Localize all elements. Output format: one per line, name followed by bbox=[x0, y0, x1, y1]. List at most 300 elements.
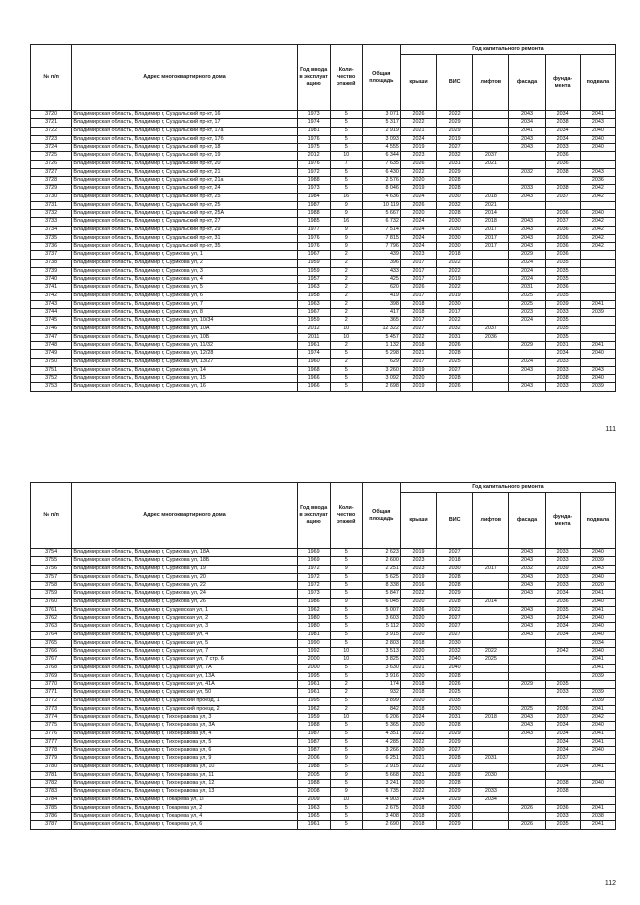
cell-address: Владимирская область, Владимир г, Сурикова ул, 16 bbox=[72, 383, 297, 391]
cell-lift bbox=[473, 317, 509, 325]
cell-basement bbox=[580, 160, 615, 168]
cell-facade bbox=[509, 656, 545, 664]
cell-foundation: 2036 bbox=[545, 152, 580, 160]
cell-area: 2 915 bbox=[362, 763, 400, 771]
cell-basement: 2041 bbox=[580, 664, 615, 672]
cell-address: Владимирская область, Владимир г, Сурикова ул, 15 bbox=[72, 375, 297, 383]
cell-facade bbox=[509, 664, 545, 672]
cell-floors: 5 bbox=[330, 177, 362, 185]
cell-floors: 9 bbox=[330, 788, 362, 796]
cell-floors: 7 bbox=[330, 160, 362, 168]
cell-num: 3726 bbox=[31, 160, 72, 168]
cell-address: Владимирская область, Владимир г, Суздевская ул, 41А bbox=[72, 681, 297, 689]
cell-roof: 2018 bbox=[400, 309, 436, 317]
cell-facade bbox=[509, 788, 545, 796]
cell-area: 7 514 bbox=[362, 226, 400, 234]
cell-area: 1 132 bbox=[362, 342, 400, 350]
table-row bbox=[31, 350, 616, 358]
cell-area: 5 365 bbox=[362, 722, 400, 730]
cell-num: 3723 bbox=[31, 135, 72, 143]
cell-roof: 2017 bbox=[400, 292, 436, 300]
cell-basement: 2040 bbox=[580, 549, 615, 557]
cell-roof: 2020 bbox=[400, 210, 436, 218]
cell-year: 2009 bbox=[297, 796, 330, 804]
cell-area: 3 603 bbox=[362, 615, 400, 623]
page-number: 112 bbox=[604, 880, 616, 887]
cell-lift: 2033 bbox=[473, 788, 509, 796]
cell-address: Владимирская область, Владимир г, Сурикова ул, 18Б bbox=[72, 557, 297, 565]
cell-roof: 2019 bbox=[400, 366, 436, 374]
table-row bbox=[31, 292, 616, 300]
cell-roof: 2021 bbox=[400, 755, 436, 763]
cell-address: Владимирская область, Владимир г, Тихонравова ул, 11 bbox=[72, 771, 297, 779]
cell-address: Владимирская область, Владимир г, Суздевский проезд, 1 bbox=[72, 697, 297, 705]
cell-basement: 2041 bbox=[580, 342, 615, 350]
cell-foundation: 2038 bbox=[545, 375, 580, 383]
cell-year: 1988 bbox=[297, 780, 330, 788]
cell-area: 5 298 bbox=[362, 350, 400, 358]
cell-vis: 2027 bbox=[437, 623, 473, 631]
cell-address: Владимирская область, Владимир г, Сурикова ул, 22 bbox=[72, 582, 297, 590]
cell-year: 2012 bbox=[297, 152, 330, 160]
header-area: Общая площадь bbox=[362, 483, 400, 549]
cell-num: 3734 bbox=[31, 226, 72, 234]
cell-year: 1988 bbox=[297, 177, 330, 185]
cell-roof: 2022 bbox=[400, 738, 436, 746]
table-row bbox=[31, 664, 616, 672]
cell-floors: 10 bbox=[330, 648, 362, 656]
cell-facade: 2043 bbox=[509, 226, 545, 234]
cell-floors: 5 bbox=[330, 821, 362, 829]
cell-basement: 2039 bbox=[580, 672, 615, 680]
cell-year: 1980 bbox=[297, 623, 330, 631]
cell-vis: 2018 bbox=[437, 251, 473, 259]
cell-floors: 2 bbox=[330, 317, 362, 325]
cell-address: Владимирская область, Владимир г, Сурикова ул, 20 bbox=[72, 573, 297, 581]
cell-roof: 2020 bbox=[400, 598, 436, 606]
cell-floors: 5 bbox=[330, 738, 362, 746]
cell-year: 1976 bbox=[297, 243, 330, 251]
cell-year: 1959 bbox=[297, 267, 330, 275]
cell-vis: 2028 bbox=[437, 771, 473, 779]
cell-floors: 16 bbox=[330, 218, 362, 226]
table-row bbox=[31, 259, 616, 267]
cell-address: Владимирская область, Владимир г, Суздевская ул, 7 стр. 6 bbox=[72, 656, 297, 664]
cell-vis: 2040 bbox=[437, 656, 473, 664]
cell-lift bbox=[473, 284, 509, 292]
cell-vis: 2019 bbox=[437, 292, 473, 300]
cell-address: Владимирская область, Владимир г, Суздевская ул, 5 bbox=[72, 639, 297, 647]
cell-roof: 2024 bbox=[400, 796, 436, 804]
cell-foundation bbox=[545, 177, 580, 185]
cell-lift: 2030 bbox=[473, 771, 509, 779]
cell-year: 1981 bbox=[297, 631, 330, 639]
cell-facade bbox=[509, 177, 545, 185]
cell-year: 2000 bbox=[297, 664, 330, 672]
cell-area: 5 317 bbox=[362, 119, 400, 127]
cell-vis: 2025 bbox=[437, 689, 473, 697]
cell-vis: 2029 bbox=[437, 788, 473, 796]
cell-num: 3737 bbox=[31, 251, 72, 259]
cell-lift: 2021 bbox=[473, 160, 509, 168]
cell-floors: 5 bbox=[330, 780, 362, 788]
cell-basement: 2041 bbox=[580, 111, 615, 119]
cell-year: 1959 bbox=[297, 317, 330, 325]
cell-address: Владимирская область, Владимир г, Сурикова ул, 13/27 bbox=[72, 358, 297, 366]
cell-basement bbox=[580, 251, 615, 259]
cell-floors: 9 bbox=[330, 201, 362, 209]
cell-lift bbox=[473, 763, 509, 771]
cell-address: Владимирская область, Владимир г, Сурикова ул, 8 bbox=[72, 309, 297, 317]
cell-num: 3742 bbox=[31, 292, 72, 300]
cell-num: 3767 bbox=[31, 656, 72, 664]
cell-basement: 2040 bbox=[580, 648, 615, 656]
cell-facade: 2024 bbox=[509, 267, 545, 275]
cell-vis: 2030 bbox=[437, 705, 473, 713]
cell-vis: 2029 bbox=[437, 168, 473, 176]
cell-area: 174 bbox=[362, 681, 400, 689]
table-row bbox=[31, 714, 616, 722]
cell-foundation: 2036 bbox=[545, 160, 580, 168]
cell-floors: 5 bbox=[330, 813, 362, 821]
cell-roof: 2026 bbox=[400, 606, 436, 614]
cell-vis: 2022 bbox=[437, 267, 473, 275]
table-row bbox=[31, 119, 616, 127]
cell-facade: 2023 bbox=[509, 309, 545, 317]
cell-lift bbox=[473, 259, 509, 267]
cell-num: 3755 bbox=[31, 557, 72, 565]
cell-basement: 2040 bbox=[580, 615, 615, 623]
cell-foundation bbox=[545, 201, 580, 209]
cell-facade bbox=[509, 375, 545, 383]
cell-vis: 2032 bbox=[437, 325, 473, 333]
table-row bbox=[31, 730, 616, 738]
cell-lift bbox=[473, 697, 509, 705]
cell-year: 1985 bbox=[297, 218, 330, 226]
cell-basement bbox=[580, 771, 615, 779]
cell-roof: 2019 bbox=[400, 383, 436, 391]
cell-facade bbox=[509, 350, 545, 358]
cell-year: 1963 bbox=[297, 804, 330, 812]
cell-lift bbox=[473, 730, 509, 738]
header-facade: фасада bbox=[509, 55, 545, 111]
cell-year: 1959 bbox=[297, 259, 330, 267]
cell-facade: 2024 bbox=[509, 259, 545, 267]
cell-roof: 2022 bbox=[400, 168, 436, 176]
cell-num: 3764 bbox=[31, 631, 72, 639]
cell-num: 3778 bbox=[31, 747, 72, 755]
cell-basement: 2041 bbox=[580, 730, 615, 738]
cell-roof: 2026 bbox=[400, 111, 436, 119]
cell-facade: 2043 bbox=[509, 590, 545, 598]
header-foundation: фунда-мента bbox=[545, 493, 580, 549]
cell-area: 2 919 bbox=[362, 127, 400, 135]
cell-num: 3735 bbox=[31, 234, 72, 242]
cell-address: Владимирская область, Владимир г, Сурикова ул, 3 bbox=[72, 267, 297, 275]
header-vis: ВИС bbox=[437, 55, 473, 111]
header-year: Год ввода в эксплуат ацию bbox=[297, 483, 330, 549]
cell-year: 1976 bbox=[297, 160, 330, 168]
cell-lift bbox=[473, 615, 509, 623]
cell-lift bbox=[473, 681, 509, 689]
cell-vis: 2022 bbox=[437, 606, 473, 614]
cell-lift bbox=[473, 639, 509, 647]
cell-foundation: 2033 bbox=[545, 383, 580, 391]
cell-facade: 2029 bbox=[509, 342, 545, 350]
cell-foundation bbox=[545, 771, 580, 779]
table-row bbox=[31, 623, 616, 631]
cell-basement: 2041 bbox=[580, 300, 615, 308]
cell-roof: 2022 bbox=[400, 119, 436, 127]
cell-basement bbox=[580, 259, 615, 267]
cell-roof: 2017 bbox=[400, 358, 436, 366]
cell-floors: 5 bbox=[330, 639, 362, 647]
cell-floors: 9 bbox=[330, 226, 362, 234]
cell-num: 3744 bbox=[31, 309, 72, 317]
cell-vis: 2030 bbox=[437, 226, 473, 234]
cell-area: 2 623 bbox=[362, 549, 400, 557]
cell-vis: 2035 bbox=[437, 697, 473, 705]
table-row bbox=[31, 177, 616, 185]
table-row bbox=[31, 788, 616, 796]
table-row bbox=[31, 342, 616, 350]
cell-vis: 2028 bbox=[437, 672, 473, 680]
cell-basement bbox=[580, 358, 615, 366]
cell-basement: 2040 bbox=[580, 350, 615, 358]
cell-floors: 10 bbox=[330, 796, 362, 804]
cell-year: 1966 bbox=[297, 383, 330, 391]
cell-facade: 2043 bbox=[509, 135, 545, 143]
cell-vis: 2022 bbox=[437, 317, 473, 325]
cell-vis: 2025 bbox=[437, 358, 473, 366]
cell-floors: 10 bbox=[330, 333, 362, 341]
cell-foundation bbox=[545, 664, 580, 672]
cell-floors: 5 bbox=[330, 664, 362, 672]
cell-basement: 2040 bbox=[580, 210, 615, 218]
cell-facade: 2026 bbox=[509, 821, 545, 829]
cell-facade bbox=[509, 201, 545, 209]
cell-floors: 5 bbox=[330, 697, 362, 705]
table-row bbox=[31, 251, 616, 259]
cell-vis: 2030 bbox=[437, 218, 473, 226]
cell-lift: 2025 bbox=[473, 656, 509, 664]
cell-floors: 5 bbox=[330, 144, 362, 152]
cell-facade: 2043 bbox=[509, 714, 545, 722]
cell-roof: 2021 bbox=[400, 127, 436, 135]
cell-floors: 5 bbox=[330, 127, 362, 135]
cell-address: Владимирская область, Владимир г, Суздальский пр-кт, 18 bbox=[72, 144, 297, 152]
cell-area: 5 668 bbox=[362, 771, 400, 779]
cell-lift bbox=[473, 144, 509, 152]
cell-num: 3766 bbox=[31, 648, 72, 656]
cell-facade: 2043 bbox=[509, 557, 545, 565]
cell-floors: 9 bbox=[330, 755, 362, 763]
table-row bbox=[31, 267, 616, 275]
cell-foundation: 2039 bbox=[545, 300, 580, 308]
cell-area: 7 796 bbox=[362, 243, 400, 251]
cell-facade: 2043 bbox=[509, 606, 545, 614]
cell-basement: 2041 bbox=[580, 821, 615, 829]
cell-basement: 2041 bbox=[580, 705, 615, 713]
cell-foundation: 2036 bbox=[545, 804, 580, 812]
cell-year: 1957 bbox=[297, 276, 330, 284]
cell-facade: 2043 bbox=[509, 218, 545, 226]
cell-floors: 5 bbox=[330, 573, 362, 581]
cell-basement: 2043 bbox=[580, 168, 615, 176]
cell-roof: 2018 bbox=[400, 639, 436, 647]
cell-address: Владимирская область, Владимир г, Токарева ул, 6 bbox=[72, 821, 297, 829]
cell-basement: 2042 bbox=[580, 193, 615, 201]
cell-floors: 5 bbox=[330, 383, 362, 391]
cell-num: 3783 bbox=[31, 788, 72, 796]
cell-address: Владимирская область, Владимир г, Токарева ул, 1Г bbox=[72, 796, 297, 804]
cell-address: Владимирская область, Владимир г, Суздальский пр-кт, 25 bbox=[72, 193, 297, 201]
cell-num: 3769 bbox=[31, 672, 72, 680]
cell-year: 1966 bbox=[297, 375, 330, 383]
cell-basement: 2040 bbox=[580, 573, 615, 581]
cell-num: 3725 bbox=[31, 152, 72, 160]
cell-year: 1972 bbox=[297, 582, 330, 590]
cell-roof: 2021 bbox=[400, 350, 436, 358]
cell-floors: 5 bbox=[330, 623, 362, 631]
cell-roof: 2018 bbox=[400, 821, 436, 829]
cell-facade bbox=[509, 763, 545, 771]
cell-area: 4 903 bbox=[362, 796, 400, 804]
cell-foundation: 2033 bbox=[545, 689, 580, 697]
table-row bbox=[31, 185, 616, 193]
cell-basement: 2041 bbox=[580, 738, 615, 746]
cell-facade bbox=[509, 333, 545, 341]
cell-floors: 5 bbox=[330, 606, 362, 614]
cell-foundation bbox=[545, 656, 580, 664]
cell-floors: 5 bbox=[330, 119, 362, 127]
cell-address: Владимирская область, Владимир г, Сурикова ул, 6 bbox=[72, 292, 297, 300]
cell-roof: 2024 bbox=[400, 135, 436, 143]
cell-facade: 2032 bbox=[509, 168, 545, 176]
cell-address: Владимирская область, Владимир г, Суздальский пр-кт, 29 bbox=[72, 226, 297, 234]
cell-facade: 2043 bbox=[509, 722, 545, 730]
cell-basement bbox=[580, 292, 615, 300]
cell-roof: 2020 bbox=[400, 697, 436, 705]
table-row bbox=[31, 383, 616, 391]
cell-foundation: 2039 bbox=[545, 565, 580, 573]
cell-roof: 2019 bbox=[400, 185, 436, 193]
cell-lift bbox=[473, 267, 509, 275]
cell-foundation: 2035 bbox=[545, 259, 580, 267]
cell-roof: 2024 bbox=[400, 226, 436, 234]
table-row bbox=[31, 317, 616, 325]
cell-area: 932 bbox=[362, 689, 400, 697]
cell-basement: 2040 bbox=[580, 375, 615, 383]
cell-area: 3 071 bbox=[362, 111, 400, 119]
cell-facade bbox=[509, 796, 545, 804]
cell-address: Владимирская область, Владимир г, Сурикова ул, 10/34 bbox=[72, 317, 297, 325]
cell-roof: 2024 bbox=[400, 193, 436, 201]
cell-basement bbox=[580, 267, 615, 275]
cell-foundation: 2038 bbox=[545, 788, 580, 796]
cell-facade bbox=[509, 672, 545, 680]
cell-vis: 2029 bbox=[437, 119, 473, 127]
cell-num: 3761 bbox=[31, 606, 72, 614]
cell-foundation: 2036 bbox=[545, 251, 580, 259]
cell-vis: 2027 bbox=[437, 615, 473, 623]
cell-roof: 2020 bbox=[400, 631, 436, 639]
cell-address: Владимирская область, Владимир г, Тихонравова ул, 6 bbox=[72, 747, 297, 755]
cell-num: 3724 bbox=[31, 144, 72, 152]
cell-year: 1967 bbox=[297, 251, 330, 259]
cell-year: 2000 bbox=[297, 656, 330, 664]
cell-basement: 2020 bbox=[580, 582, 615, 590]
cell-facade: 2043 bbox=[509, 623, 545, 631]
cell-vis: 2028 bbox=[437, 185, 473, 193]
cell-area: 6 735 bbox=[362, 788, 400, 796]
cell-floors: 9 bbox=[330, 565, 362, 573]
cell-address: Владимирская область, Владимир г, Сурикова ул, 26 bbox=[72, 598, 297, 606]
cell-vis: 2028 bbox=[437, 780, 473, 788]
cell-vis: 2018 bbox=[437, 557, 473, 565]
cell-lift bbox=[473, 557, 509, 565]
cell-roof: 2021 bbox=[400, 656, 436, 664]
cell-lift: 2036 bbox=[473, 333, 509, 341]
cell-basement bbox=[580, 681, 615, 689]
cell-num: 3768 bbox=[31, 664, 72, 672]
cell-lift: 2017 bbox=[473, 234, 509, 242]
cell-vis: 2031 bbox=[437, 333, 473, 341]
cell-facade: 2043 bbox=[509, 111, 545, 119]
cell-floors: 9 bbox=[330, 234, 362, 242]
cell-lift bbox=[473, 375, 509, 383]
cell-facade: 2029 bbox=[509, 251, 545, 259]
cell-num: 3736 bbox=[31, 243, 72, 251]
cell-year: 1986 bbox=[297, 598, 330, 606]
cell-roof: 2017 bbox=[400, 317, 436, 325]
cell-area: 365 bbox=[362, 317, 400, 325]
cell-lift bbox=[473, 366, 509, 374]
table-row bbox=[31, 747, 616, 755]
cell-lift bbox=[473, 177, 509, 185]
cell-roof: 2019 bbox=[400, 573, 436, 581]
cell-roof: 2026 bbox=[400, 201, 436, 209]
cell-area: 842 bbox=[362, 705, 400, 713]
cell-area: 433 bbox=[362, 267, 400, 275]
cell-basement: 2043 bbox=[580, 119, 615, 127]
cell-num: 3760 bbox=[31, 598, 72, 606]
cell-num: 3746 bbox=[31, 325, 72, 333]
table-row bbox=[31, 598, 616, 606]
cell-year: 1988 bbox=[297, 763, 330, 771]
cell-facade: 2043 bbox=[509, 144, 545, 152]
cell-facade bbox=[509, 325, 545, 333]
cell-vis: 2040 bbox=[437, 664, 473, 672]
header-repair-group: Год капитального ремонта bbox=[400, 483, 615, 493]
cell-foundation: 2038 bbox=[545, 168, 580, 176]
cell-roof: 2020 bbox=[400, 672, 436, 680]
cell-roof: 2026 bbox=[400, 160, 436, 168]
cell-vis: 2028 bbox=[437, 582, 473, 590]
cell-year: 2005 bbox=[297, 771, 330, 779]
cell-foundation: 2035 bbox=[545, 267, 580, 275]
cell-lift bbox=[473, 573, 509, 581]
cell-address: Владимирская область, Владимир г, Суздальский пр-кт, 17б bbox=[72, 135, 297, 143]
cell-roof: 2021 bbox=[400, 664, 436, 672]
cell-num: 3756 bbox=[31, 565, 72, 573]
cell-area: 12 322 bbox=[362, 325, 400, 333]
cell-address: Владимирская область, Владимир г, Суздальский пр-кт, 17 bbox=[72, 119, 297, 127]
cell-vis: 2028 bbox=[437, 573, 473, 581]
cell-foundation: 2034 bbox=[545, 590, 580, 598]
cell-year: 1973 bbox=[297, 590, 330, 598]
cell-lift bbox=[473, 127, 509, 135]
